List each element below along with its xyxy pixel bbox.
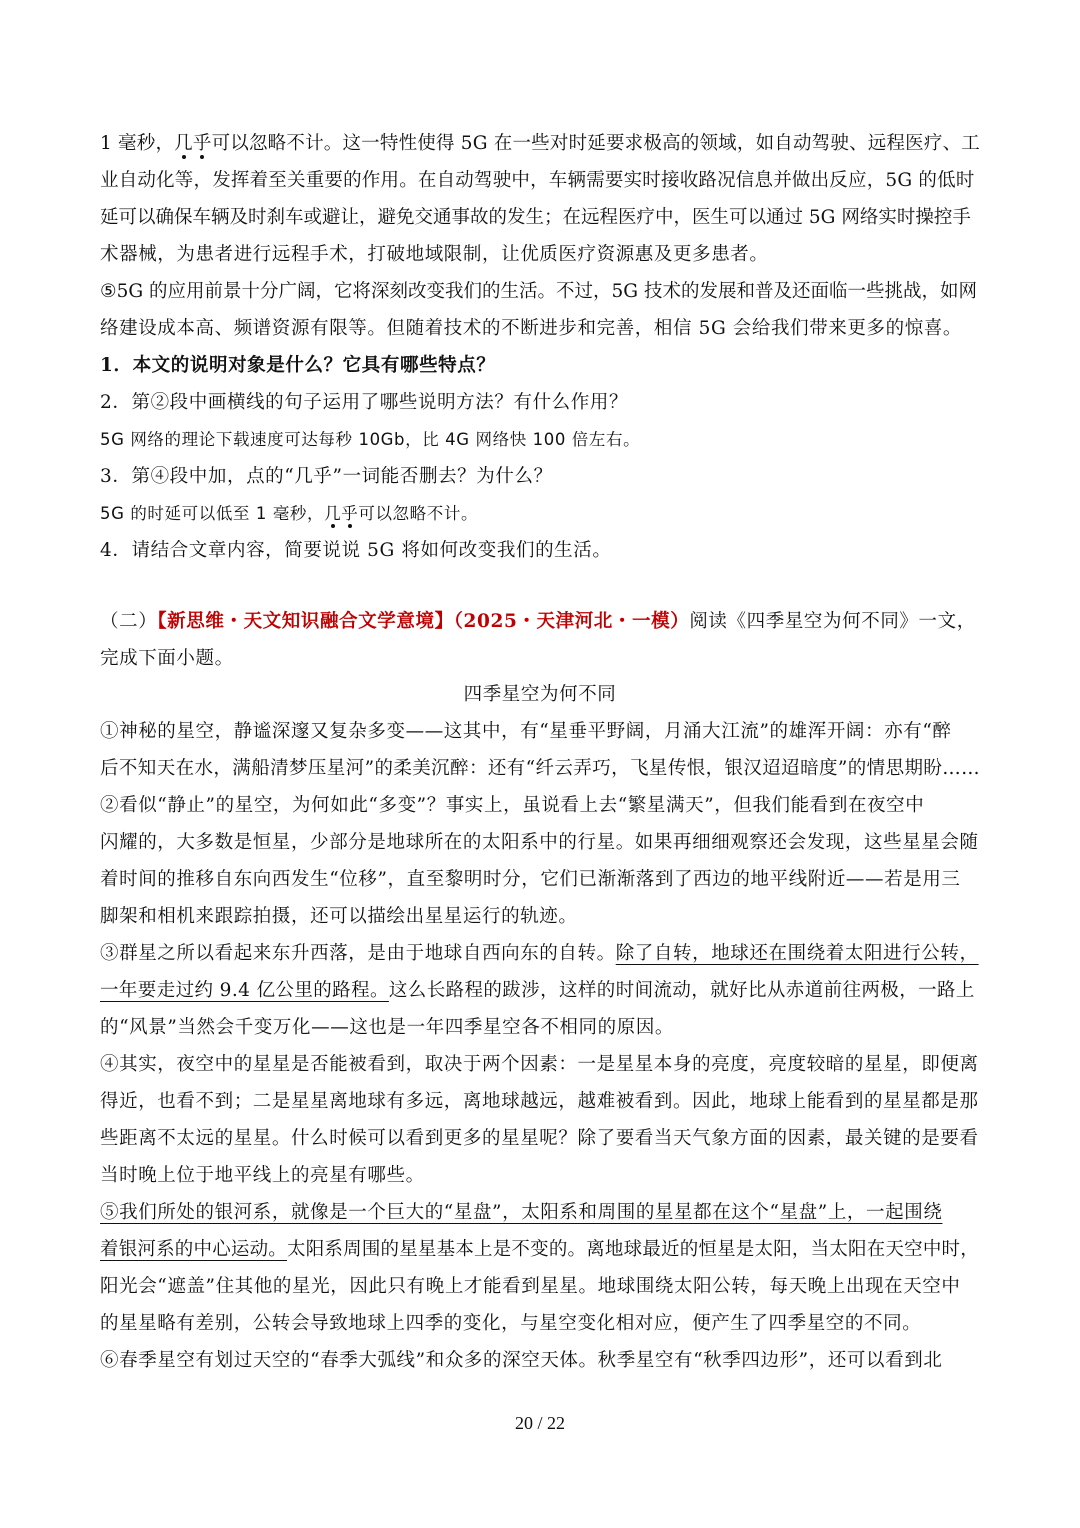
text-span: 太阳系周围的星星基本上是不变的。离地球最近的恒星是太阳，当太阳在天空中时， (287, 1239, 979, 1260)
passage2-p5-line1 (100, 1200, 980, 1226)
passage2-p2-line1: ②看似“静止”的星空，为何如此“多变”？事实上，虽说看上去“繁星满天”，但我们能看到在夜空中 (100, 795, 925, 816)
section-number: （二） (100, 611, 158, 632)
passage2-p2-line2: 闪耀的，大多数是恒星，少部分是地球所在的太阳系中的行星。如果再细细观察还会发现，这些星星会随 (100, 832, 979, 853)
question-3-quote (100, 501, 980, 527)
passage2-p1-line2: 后不知天在水，满船清梦压星河”的柔美沉醉：还有“纤云弄巧，飞星传恨，银汉迢迢暗度”的情思期盼…… (100, 758, 981, 779)
passage1-p4-line4: 术器械，为患者进行远程手术，打破地域限制，让优质医疗资源惠及更多患者。 (100, 244, 769, 265)
emphasis-dot-char: 乎 (341, 504, 359, 523)
text-span: 阅读《四季星空为何不同》一文， (689, 611, 976, 632)
passage2-p4-line4: 当时晚上位于地平线上的亮星有哪些。 (100, 1165, 425, 1186)
underlined-sentence: ⑤我们所处的银河系，就像是一个巨大的“星盘”，太阳系和周围的星星都在这个“星盘”上，一起围绕 (100, 1202, 943, 1223)
question-2: 2．第②段中画横线的句子运用了哪些说明方法？有什么作用？ (100, 392, 629, 413)
emphasis-dot-char: 乎 (192, 133, 212, 154)
passage2-p4-line3: 些距离不太远的星星。什么时候可以看到更多的星星呢？除了要看当天气象方面的因素，最关键的是要看 (100, 1128, 979, 1149)
text-span: 这么长路程的跋涉，这样的时间流动，就好比从赤道前往两极，一路上 (388, 980, 975, 1001)
section2-intro-line2: 完成下面小题。 (100, 648, 234, 669)
text-span: ③群星之所以看起来东升西落，是由于地球自西向东的自转。 (100, 943, 616, 964)
passage2-p1-line1: ①神秘的星空，静谧深邃又复杂多变——这其中，有“星垂平野阔，月涌大江流”的雄浑开阔：亦有“醉 (100, 721, 952, 742)
section2-intro (100, 609, 980, 635)
underlined-sentence: 除了自转，地球还在围绕着太阳进行公转， (615, 943, 979, 964)
text-span: 1 毫秒， (100, 133, 175, 154)
section-tag: 【新思维・天文知识融合文学意境】 (157, 611, 454, 632)
passage2-p4-line1: ④其实，夜空中的星星是否能被看到，取决于两个因素：一是星星本身的亮度，亮度较暗的星星，即便离 (100, 1054, 979, 1075)
passage2-title: 四季星空为何不同 (463, 684, 617, 705)
passage2-p3-line3: 的“风景”当然会千变万化——这也是一年四季星空各不相同的原因。 (100, 1017, 675, 1038)
underlined-sentence: 着银河系的中心运动。 (100, 1239, 288, 1260)
text-span: 5G 的时延可以低至 1 毫秒， (100, 504, 325, 523)
emphasis-dot-char: 几 (174, 133, 193, 154)
question-3: 3．第④段中加，点的“几乎”一词能否删去？为什么？ (100, 466, 553, 487)
passage2-p6-line1: ⑥春季星空有划过天空的“春季大弧线”和众多的深空天体。秋季星空有“秋季四边形”，还可以看到北 (100, 1350, 943, 1371)
passage1-p4-line2: 业自动化等，发挥着至关重要的作用。在自动驾驶中，车辆需要实时接收路况信息并做出反应，5G 的低时 (100, 170, 975, 191)
question-1: 1．本文的说明对象是什么？它具有哪些特点？ (100, 355, 496, 376)
page-number: 20 / 22 (514, 1413, 565, 1433)
underlined-sentence: 一年要走过约 9.4 亿公里的路程。 (100, 980, 389, 1001)
passage1-p4-line3: 延可以确保车辆及时刹车或避让，避免交通事故的发生；在远程医疗中，医生可以通过 5G 网络实时操控手 (100, 207, 971, 228)
passage2-p5-line2 (100, 1237, 980, 1263)
passage2-p3-line2 (100, 978, 980, 1004)
text-span: 可以忽略不计。 (358, 504, 479, 523)
passage2-p4-line2: 得近，也看不到；二是星星离地球有多远，离地球越远，越难被看到。因此，地球上能看到的星星都是那 (100, 1091, 979, 1112)
passage2-p5-line4: 的星星略有差别，公转会导致地球上四季的变化，与星空变化相对应，便产生了四季星空的不同。 (100, 1313, 922, 1334)
text-span: 可以忽略不计。这一特性使得 5G 在一些对时延要求极高的领域，如自动驾驶、远程医疗、工 (211, 133, 980, 154)
emphasis-dot-char: 几 (324, 504, 342, 523)
passage1-p4-line1 (100, 131, 980, 157)
passage2-p5-line3: 阳光会“遮盖”住其他的星光，因此只有晚上才能看到星星。地球围绕太阳公转，每天晚上出现在天空中 (100, 1276, 961, 1297)
passage2-p2-line3: 着时间的推移自东向西发生“位移”，直至黎明时分，它们已渐渐落到了西边的地平线附近——若是用三 (100, 869, 961, 890)
section-source: （2025・天津河北・一模） (453, 611, 690, 632)
passage2-p3-line1 (100, 941, 980, 967)
passage2-p2-line4: 脚架和相机来跟踪拍摄，还可以描绘出星星运行的轨迹。 (100, 906, 578, 927)
question-4: 4．请结合文章内容，简要说说 5G 将如何改变我们的生活。 (100, 540, 612, 561)
passage1-p5-line2: 络建设成本高、频谱资源有限等。但随着技术的不断进步和完善，相信 5G 会给我们带来更多的惊喜。 (100, 318, 963, 339)
passage1-p5-line1: ⑤5G 的应用前景十分广阔，它将深刻改变我们的生活。不过，5G 技术的发展和普及还面临一些挑战，如网 (100, 281, 977, 302)
question-2-quote: 5G 网络的理论下载速度可达每秒 10Gb，比 4G 网络快 100 倍左右。 (100, 430, 641, 449)
